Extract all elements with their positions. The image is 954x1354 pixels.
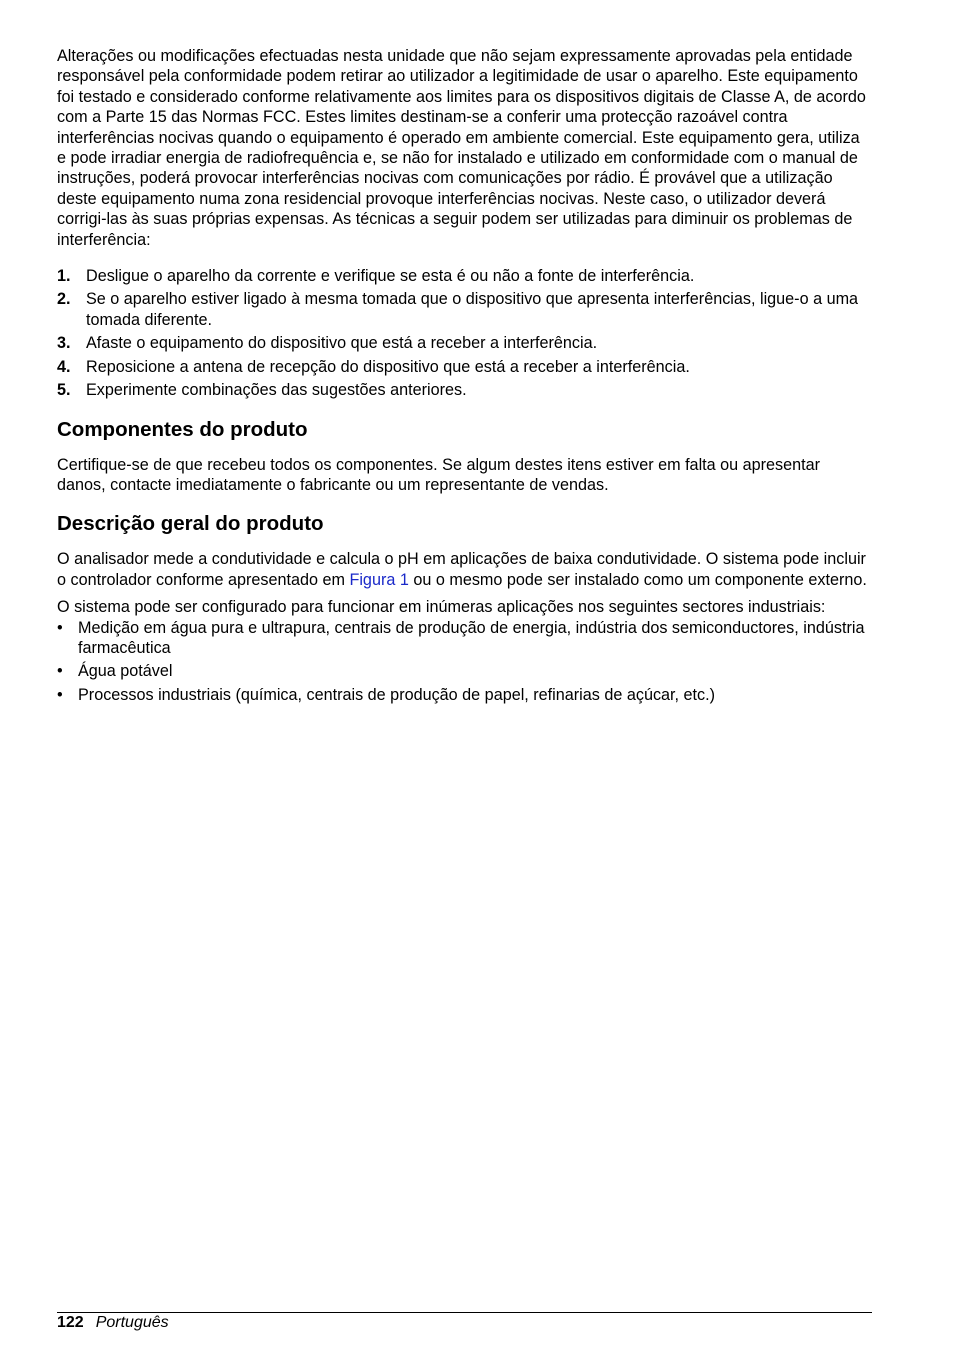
overview-paragraph: [57, 549, 872, 590]
step-number: 1.: [57, 267, 71, 286]
overview-heading: Descrição geral do produto: [57, 512, 324, 536]
components-paragraph: Certifique-se de que recebeu todos os componentes. Se algum destes itens estiver em falta ou apresentar danos, contacte imediatamente o fabricante ou um representante de vendas.: [57, 455, 821, 494]
page-number: 122: [57, 1314, 84, 1331]
list-item: [57, 333, 872, 353]
bullet-text: Água potável: [78, 662, 173, 681]
list-item: [57, 266, 872, 286]
step-text: Reposicione a antena de recepção do dispositivo que está a receber a interferência.: [86, 357, 690, 376]
document-page: [57, 46, 872, 708]
step-text: Experimente combinações das sugestões anteriores.: [86, 381, 467, 400]
sectors-list: [57, 618, 872, 706]
list-item: [57, 289, 872, 330]
step-text: Desligue o aparelho da corrente e verifique se esta é ou não a fonte de interferência.: [86, 267, 695, 286]
step-text: Afaste o equipamento do dispositivo que está a receber a interferência.: [86, 334, 598, 353]
figure-1-link[interactable]: Figura 1: [349, 570, 409, 589]
bullet-icon: •: [57, 618, 63, 637]
sectors-paragraph: O sistema pode ser configurado para funcionar em inúmeras aplicações nos seguintes sectores industriais:: [57, 598, 826, 617]
step-number: 2.: [57, 290, 71, 309]
page-footer: [57, 1313, 169, 1333]
bullet-text: Medição em água pura e ultrapura, centrais de produção de energia, indústria dos semiconductores, indústria farmacêutica: [78, 618, 865, 657]
footer-language: Português: [95, 1314, 169, 1331]
bullet-text: Processos industriais (química, centrais de produção de papel, refinarias de açúcar, etc.): [78, 685, 716, 704]
list-item: [57, 661, 872, 681]
overview-text-after: ou o mesmo pode ser instalado como um componente externo.: [408, 570, 867, 589]
list-item: [57, 685, 872, 705]
list-item: [57, 380, 872, 400]
list-item: [57, 618, 872, 659]
interference-steps-list: [57, 266, 872, 400]
step-number: 3.: [57, 334, 71, 353]
step-text: Se o aparelho estiver ligado à mesma tomada que o dispositivo que apresenta interferências, ligue-o a uma tomada diferente.: [86, 290, 859, 329]
step-number: 4.: [57, 357, 71, 376]
components-heading: Componentes do produto: [57, 417, 308, 441]
step-number: 5.: [57, 381, 71, 400]
footer-divider: [57, 1312, 872, 1313]
intro-paragraph: Alterações ou modificações efectuadas nesta unidade que não sejam expressamente aprovadas pela entidade responsável pela conformidade podem retirar ao utilizador a legitimidade de usar o aparelho. Este equipamento foi testado e considerado conforme relativamente aos limites para os dispositivos digitais de Classe A, de acordo com a Parte 15 das Normas FCC. Estes limites destinam-se a conferir uma protecção razoável contra interferências nocivas quando o equipamento é operado em ambiente comercial. Este equipamento gera, utiliza e pode irradiar energia de radiofrequência e, se não for instalado e utilizado em conformidade com o manual de instruções, poderá provocar interferências nocivas com comunicações por rádio. É provável que a utilização deste equipamento numa zona residencial provoque interferências nocivas. Neste caso, o utilizador deverá corrigi-las às suas próprias expensas. As técnicas a seguir podem ser utilizadas para diminuir os problemas de interferência:: [57, 47, 866, 249]
bullet-icon: •: [57, 662, 63, 681]
bullet-icon: •: [57, 685, 63, 704]
overview-text-before: O analisador mede a condutividade e calcula o pH em aplicações de baixa condutividade. O sistema pode incluir o controlador conforme apresentado em: [57, 550, 866, 589]
list-item: [57, 357, 872, 377]
